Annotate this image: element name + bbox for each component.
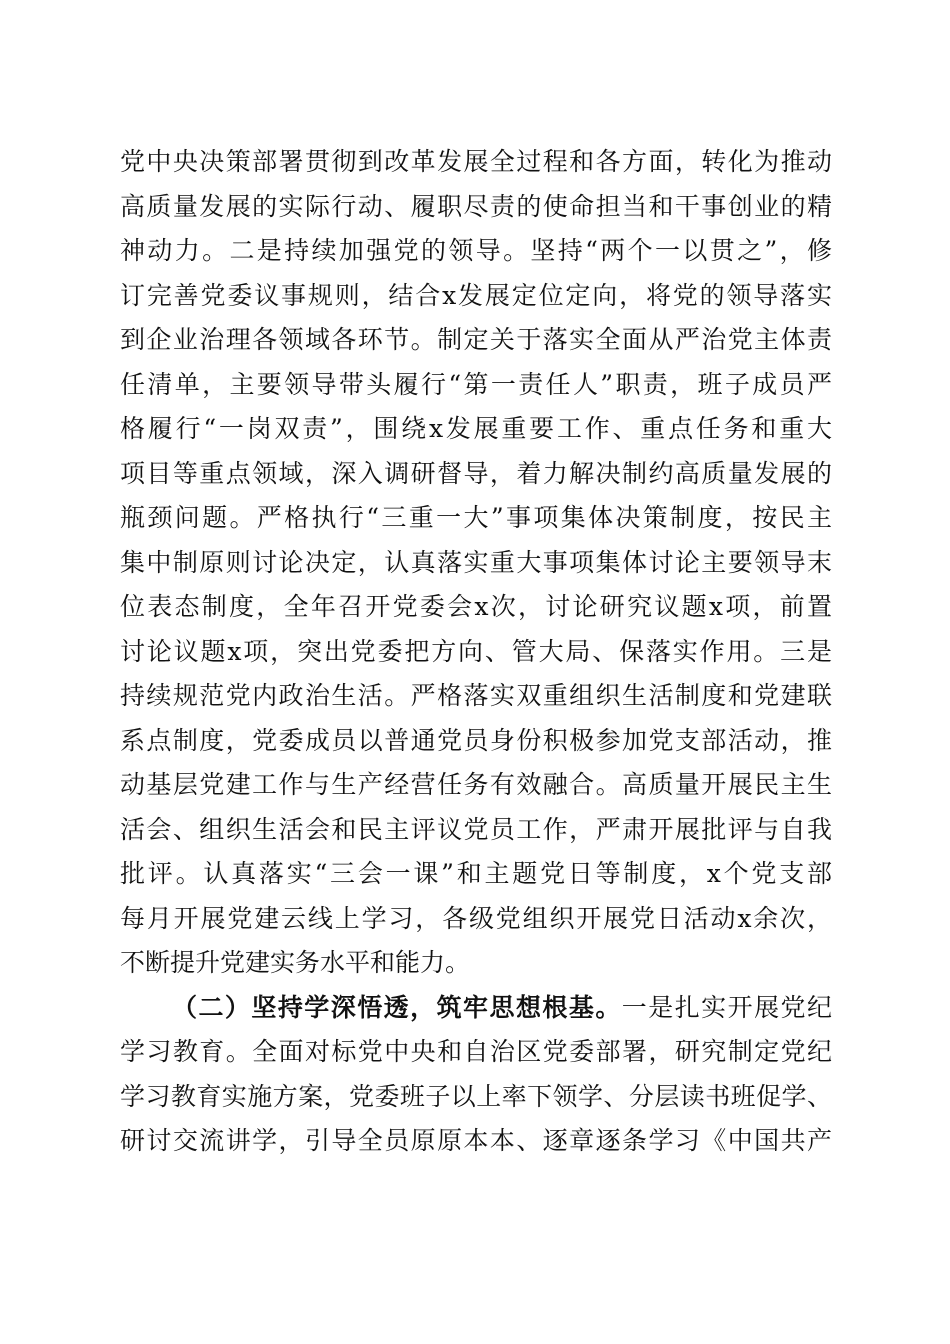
text-line: 持续规范党内政治生活。严格落实双重组织生活制度和党建联: [120, 681, 832, 710]
text-line: 到企业治理各领域各环节。制定关于落实全面从严治党主体责: [120, 325, 832, 354]
text-line: 神动力。二是持续加强党的领导。坚持“两个一以贯之”，修: [120, 236, 832, 265]
text-line: 高质量发展的实际行动、履职尽责的使命担当和干事创业的精: [120, 191, 832, 221]
paragraph-1: [120, 140, 832, 986]
text-line: 党中央决策部署贯彻到改革发展全过程和各方面，转化为推动: [120, 147, 832, 176]
text-line: 学习教育实施方案，党委班子以上率下领学、分层读书班促学、: [120, 1081, 832, 1111]
text-line: 活会、组织生活会和民主评议党员工作，严肃开展批评与自我: [120, 814, 832, 844]
text-line: 学习教育。全面对标党中央和自治区党委部署，研究制定党纪: [120, 1037, 832, 1066]
text-line: 集中制原则讨论决定，认真落实重大事项集体讨论主要领导末: [120, 547, 832, 577]
paragraph-2: [120, 986, 832, 1164]
text-line: 瓶颈问题。严格执行“三重一大”事项集体决策制度，按民主: [120, 503, 832, 532]
text-line: 任清单，主要领导带头履行“第一责任人”职责，班子成员严: [120, 369, 832, 399]
text-line: 格履行“一岗双责”，围绕x发展重要工作、重点任务和重大: [120, 414, 832, 443]
text-line: 讨论议题x项，突出党委把方向、管大局、保落实作用。三是: [120, 636, 832, 666]
section-heading: （二）坚持学深悟透，筑牢思想根基。: [172, 992, 622, 1022]
paragraph-last-line: 不断提升党建实务水平和能力。: [120, 948, 471, 977]
text-line: [120, 986, 832, 1031]
text-line: 研讨交流讲学，引导全员原原本本、逐章逐条学习《中国共产: [120, 1126, 832, 1155]
text-line: 位表态制度，全年召开党委会x次，讨论研究议题x项，前置: [120, 592, 832, 621]
text-run: 一是扎实开展党纪: [621, 992, 832, 1022]
text-line: 项目等重点领域，深入调研督导，着力解决制约高质量发展的: [120, 458, 832, 488]
text-line: 系点制度，党委成员以普通党员身份积极参加党支部活动，推: [120, 725, 832, 755]
text-line: 批评。认真落实“三会一课”和主题党日等制度，x个党支部: [120, 859, 832, 888]
text-line: 订完善党委议事规则，结合x发展定位定向，将党的领导落实: [120, 280, 832, 310]
text-line: 每月开展党建云线上学习，各级党组织开展党日活动x余次，: [120, 903, 832, 933]
text-line: 动基层党建工作与生产经营任务有效融合。高质量开展民主生: [120, 770, 832, 799]
document-body: [120, 140, 832, 1164]
